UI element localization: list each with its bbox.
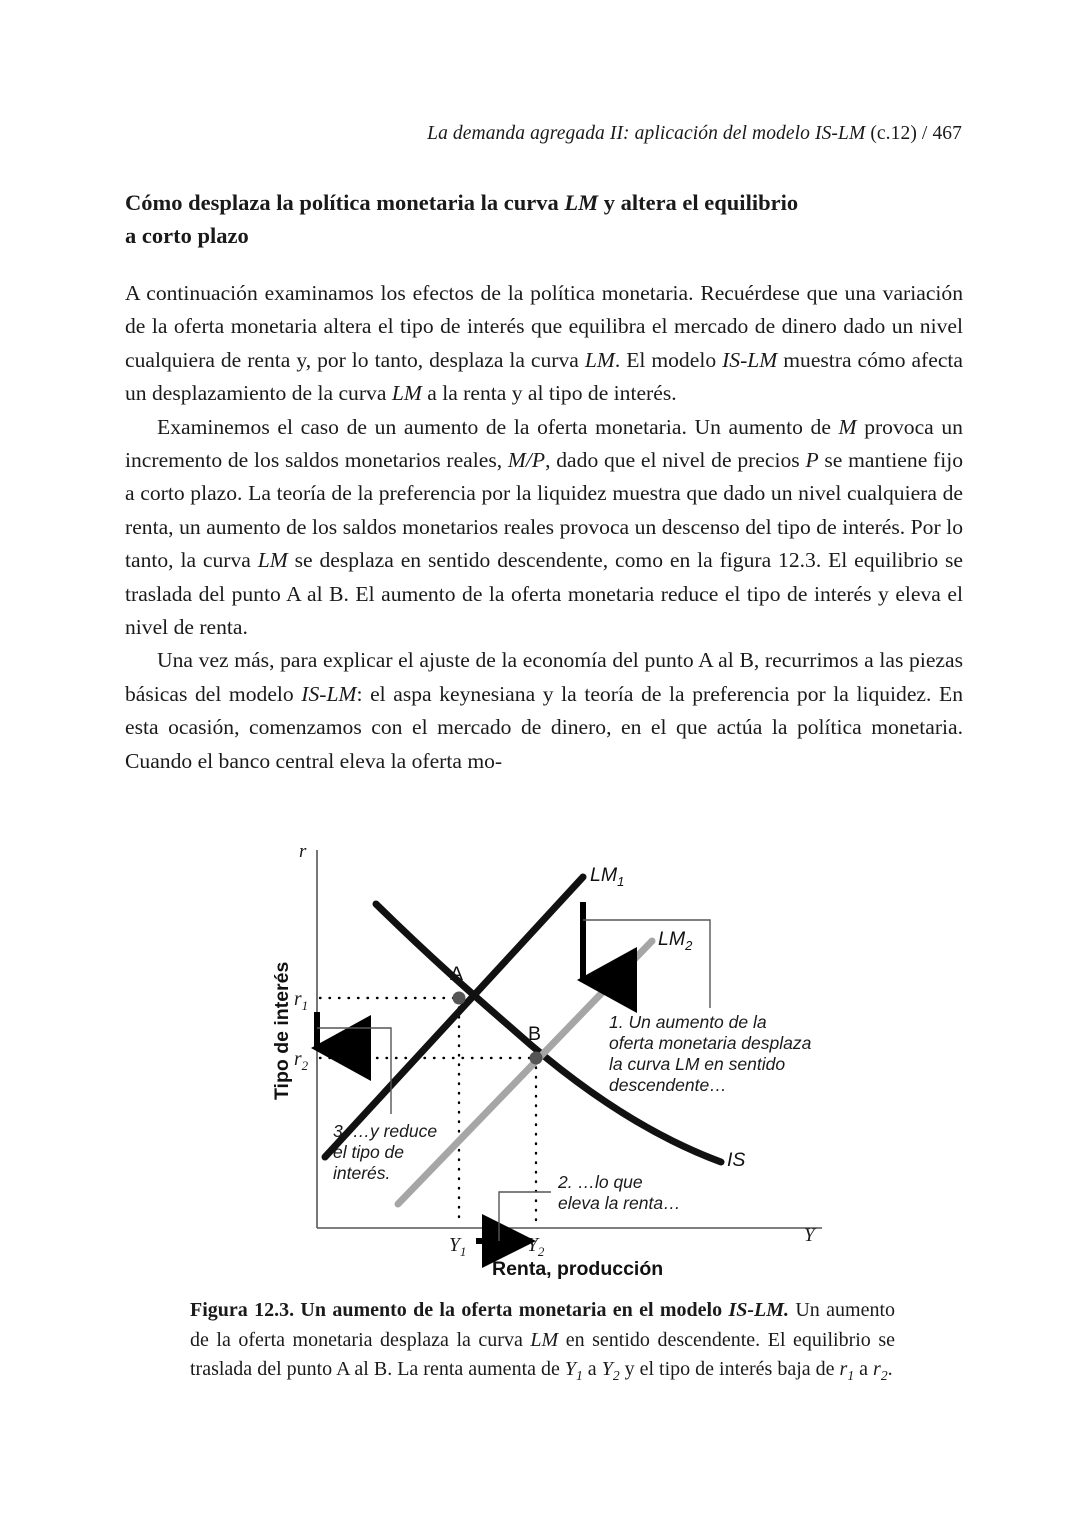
paragraph-1: A continuación examinamos los efectos de la política monetaria. Recuérdese que una variación de la oferta monetaria altera el tipo de interés que equilibra el mercado de dinero dado un nivel cualquiera de renta y, por lo tanto, desplaza la curva LM. El modelo IS-LM muestra cómo afecta un desplazamiento de la curva LM a la renta y al tipo de interés. [125, 281, 963, 406]
figure-caption [190, 1296, 895, 1391]
section-heading-line2: a corto plazo [125, 223, 249, 248]
annotation-note2: 2. …lo que eleva la renta… [558, 1172, 681, 1213]
annotation-note1: 1. Un aumento de la oferta monetaria desplaza la curva LM en sentido descendente… [609, 1012, 812, 1095]
curve-label-lm1: $LM_1$ [590, 864, 625, 889]
running-head [0, 123, 1080, 145]
section-heading-line1-a: Cómo desplaza la política monetaria la curva [125, 190, 565, 215]
curve-label-is: IS [727, 1149, 746, 1171]
figure-12-3 [0, 832, 1080, 1292]
equilibrium-label-b: B [528, 1023, 542, 1045]
y-axis-title: Tipo de interés [271, 961, 293, 1100]
curve-label-lm2: $LM_2$ [658, 928, 693, 953]
body-copy [125, 277, 963, 778]
x-axis-symbol: Y [804, 1225, 815, 1246]
section-heading-em: LM [564, 190, 599, 215]
x-tick-label-y2: $Y_2$ [527, 1235, 545, 1259]
paragraph-2: Examinemos el caso de un aumento de la oferta monetaria. Un aumento de M provoca un incremento de los saldos monetarios reales, M/P, dado que el nivel de precios P se mantiene fijo a corto plazo. La teoría de la preferencia por la liquidez muestra que dado un nivel cualquiera de renta, un aumento de los saldos monetarios reales provoca un descenso del tipo de interés. Por lo tanto, la curva LM se desplaza en sentido descendente, como en la figura 12.3. El equilibrio se traslada del punto A al B. El aumento de la oferta monetaria reduce el tipo de interés y eleva el nivel de renta. [125, 414, 964, 640]
y-tick-label-r1: $r_1$ [294, 989, 309, 1013]
y-tick-label-r2: $r_2$ [294, 1049, 309, 1073]
x-tick-label-y1: $Y_1$ [449, 1235, 467, 1259]
paragraph-3: Una vez más, para explicar el ajuste de la economía del punto A al B, recurrimos a las piezas básicas del modelo IS-LM: el aspa keynesiana y la teoría de la preferencia por la liquidez. En esta ocasión, comenzamos con el mercado de dinero, en el que actúa la política monetaria. Cuando el banco central eleva la oferta mo- [125, 648, 963, 773]
equilibrium-point-b [530, 1052, 543, 1065]
x-axis-title: Renta, producción [492, 1258, 664, 1280]
equilibrium-point-a [453, 992, 466, 1005]
page-number: 467 [932, 123, 962, 144]
running-head-title: La demanda agregada II: aplicación del modelo IS-LM [427, 123, 866, 144]
leader-line-note2 [499, 1192, 551, 1241]
curve-lm1 [325, 877, 583, 1157]
y-axis-symbol: r [299, 841, 307, 862]
running-head-chapter: (c.12) [870, 123, 917, 144]
section-heading [125, 186, 965, 252]
figure-caption-text: Figura 12.3. Un aumento de la oferta monetaria en el modelo IS-LM. Un aumento de la oferta monetaria desplaza la curva LM en sentido descendente. El equilibrio se traslada del punto A al B. La renta aumenta de $Y_1$ a $Y_2$ y el tipo de interés baja de $r_1$ a $r_2$. [190, 1299, 896, 1383]
caption-bold-lead: Figura 12.3. Un aumento de la oferta monetaria en el modelo IS-LM. [190, 1299, 790, 1321]
section-heading-line1-b: y altera el equilibrio [598, 190, 799, 215]
equilibrium-label-a: A [450, 963, 464, 985]
running-head-separator: / [921, 123, 928, 144]
annotation-note3: 3. …y reduce el tipo de interés. [333, 1121, 438, 1183]
